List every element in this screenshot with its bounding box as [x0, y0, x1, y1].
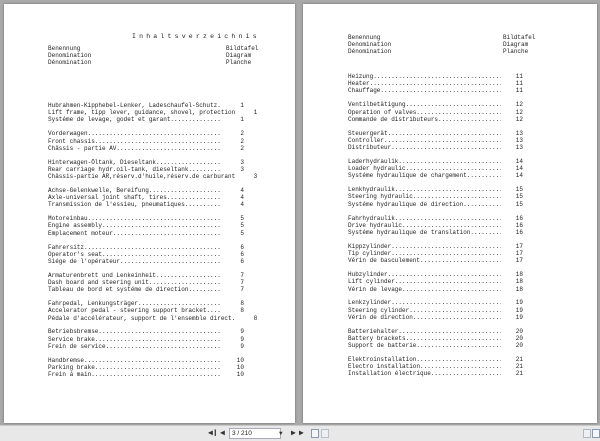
header-label: Dénomination: [48, 59, 92, 67]
toc-entry-label: Kippzylinder: [348, 242, 392, 250]
toc-entry: [48, 279, 244, 286]
toc-entry: [48, 145, 244, 152]
dot-leader: [102, 251, 222, 258]
toc-entry-diagram-number: 18: [515, 285, 523, 293]
toc-entry: [48, 300, 244, 307]
toc-entry: [348, 73, 523, 80]
toc-entry: [348, 116, 523, 123]
toc-entry: [348, 165, 523, 172]
toc-entry: [348, 299, 523, 306]
toc-entry-label: Systéme hydraulique de chargement: [348, 172, 467, 180]
toc-entry-diagram-number: 18: [515, 278, 523, 286]
toc-entry-diagram-number: 21: [515, 363, 523, 371]
toc-entry-diagram-number: 2: [240, 137, 244, 145]
toc-entry-diagram-number: 19: [515, 306, 523, 314]
toc-entry-diagram-number: 3: [253, 173, 258, 180]
toc-entry: [48, 194, 244, 201]
header-label-diagram: Bildtafel: [503, 34, 536, 41]
toc-entry-label: Motoreinbau: [48, 215, 88, 223]
toc-entry: [48, 371, 244, 378]
toc-entry-diagram-number: 5: [240, 222, 244, 230]
dot-leader: [120, 258, 222, 265]
toc-entry-label: Vorderwagen: [48, 130, 88, 138]
toc-entry-diagram-number: 10: [236, 371, 244, 379]
dot-leader: [413, 193, 501, 200]
toc-entry: [48, 222, 244, 229]
toc-entry-label: Dash board and steering unit: [48, 279, 149, 286]
toc-entry-diagram-number: 21: [515, 370, 523, 378]
toc-entry-label: Loader hydraulic: [348, 165, 406, 173]
toc-entry: [48, 173, 258, 180]
dot-leader: [156, 159, 222, 166]
header-label: Benennung: [48, 45, 81, 52]
dot-leader: [395, 186, 501, 193]
toc-entry-diagram-number: 7: [240, 279, 244, 286]
toc-entry: [48, 109, 258, 117]
dot-leader: [91, 371, 222, 378]
dot-leader: [395, 215, 501, 222]
toc-entry: [348, 370, 523, 377]
dot-leader: [438, 116, 501, 123]
toc-entry-diagram-number: 8: [253, 314, 258, 322]
toc-entry-label: Engine assembly: [48, 222, 103, 230]
toc-entry-label: Armaturenbrett und Lenkeinheit: [48, 271, 157, 279]
dot-leader: [406, 101, 501, 108]
toc-entry-label: Lift frame, tipp lever, guidance, shovel, protection: [48, 109, 236, 117]
dot-leader: [84, 357, 222, 364]
toc-entry-diagram-number: 17: [515, 250, 523, 257]
single-page-view-icon[interactable]: [311, 429, 319, 438]
toc-entry-diagram-number: 16: [515, 214, 523, 222]
toc-entry-label: Hinterwagen-Öltank, Dieseltank: [48, 158, 157, 166]
toc-entry-label: Installation électrique: [348, 370, 431, 378]
dot-leader: [188, 166, 222, 173]
toc-entry: [348, 328, 523, 335]
toc-entry-label: Laderhydraulik: [348, 157, 399, 165]
toc-entry: [348, 314, 523, 321]
toc-entry-diagram-number: 11: [515, 80, 523, 88]
toc-entry: [348, 186, 523, 193]
toc-entry-label: Distributeur: [348, 144, 392, 151]
fit-page-icon[interactable]: [583, 429, 591, 438]
dot-leader: [463, 201, 501, 208]
dot-leader: [467, 172, 501, 179]
toc-entry-diagram-number: 10: [236, 356, 244, 364]
toc-entry: [348, 144, 523, 151]
toc-entry-diagram-number: 11: [515, 73, 523, 80]
toc-entry-diagram-number: 1: [240, 116, 244, 124]
toc-entry-label: Lenkhydraulik: [348, 186, 395, 194]
dot-leader: [391, 250, 501, 257]
toc-entry-label: Electro installation: [348, 363, 421, 371]
toc-entry: [348, 101, 523, 108]
toc-entry-diagram-number: 8: [240, 307, 244, 315]
toc-entry: [48, 336, 244, 343]
toc-entry-diagram-number: 6: [240, 257, 244, 265]
dot-leader: [416, 109, 501, 116]
toc-entry: [348, 130, 523, 137]
previous-page-button[interactable]: ◀: [220, 429, 225, 438]
toc-entry: [48, 251, 244, 258]
toc-entry-label: Systéme hydraulique de direction: [348, 200, 464, 208]
dot-leader: [380, 87, 501, 94]
toc-entry: [348, 109, 523, 116]
toc-entry-diagram-number: 10: [236, 363, 244, 371]
dot-leader: [95, 138, 222, 145]
toc-entry: [348, 257, 523, 264]
toc-entry: [48, 130, 244, 137]
toc-entry-label: Support de batterie: [348, 342, 417, 350]
toc-entry-label: Vérin de direction: [348, 313, 413, 321]
dot-leader: [95, 336, 222, 343]
toc-entry: [48, 244, 244, 251]
next-page-button[interactable]: ▶: [291, 429, 296, 438]
dot-leader: [388, 271, 501, 278]
toc-entry-label: Operation of valves: [348, 108, 417, 116]
toc-entry-diagram-number: 17: [515, 242, 523, 250]
header-label-diagram: Diagram: [226, 52, 252, 60]
dot-leader: [398, 328, 501, 335]
toc-entry-label: Rear carriage hydr.oil-tank, dieseltank: [48, 165, 189, 173]
toc-entry: [348, 356, 523, 363]
page-number-input[interactable]: 3 / 210: [229, 428, 281, 439]
toc-entry-label: Lenkzylinder: [348, 299, 392, 307]
toc-entry-label: Ventilbetätigung: [348, 101, 406, 109]
toc-entry: [348, 158, 523, 165]
toc-entry: [48, 307, 244, 314]
toc-entry-label: Achse-Gelenkwelle, Bereifung: [48, 186, 149, 194]
dot-leader: [138, 300, 222, 307]
dot-leader: [395, 278, 501, 285]
toc-entry: [348, 222, 523, 229]
toc-entry: [48, 343, 244, 350]
toc-entry-diagram-number: 15: [515, 200, 523, 208]
dot-leader: [409, 307, 501, 314]
toc-entry-diagram-number: 9: [240, 342, 244, 350]
toc-entry: [48, 286, 244, 293]
toc-entry-diagram-number: 18: [515, 271, 523, 279]
toc-entry: [348, 80, 523, 87]
toc-entry: [48, 201, 244, 208]
dot-leader: [391, 299, 501, 306]
toc-entry-label: Tip cylinder: [348, 250, 392, 257]
toc-entry: [48, 357, 244, 364]
header-label: Benennung: [348, 34, 381, 41]
toc-entry-label: Vérin de basculement: [348, 257, 421, 265]
toc-entry-diagram-number: 17: [515, 257, 523, 265]
toc-entry-label: Châssis-partie AR,réserv.d'huile,réserv.de carburant: [48, 173, 236, 180]
dot-leader: [420, 257, 501, 264]
dot-leader: [170, 116, 222, 123]
left-page: [4, 4, 295, 423]
dot-leader: [391, 144, 501, 151]
toc-entry-diagram-number: 20: [515, 342, 523, 350]
dot-leader: [185, 201, 222, 208]
toc-entry-label: Systéme de levage, godet et garant: [48, 116, 171, 124]
toc-entry-label: Batteriehalter: [348, 327, 399, 335]
toc-entry-diagram-number: 1: [253, 109, 258, 117]
toc-entry-label: Battery brackets: [348, 334, 406, 342]
toc-entry-diagram-number: 21: [515, 356, 523, 363]
toc-entry-diagram-number: 19: [515, 313, 523, 321]
toc-entry: [48, 328, 244, 335]
toc-entry-diagram-number: 6: [240, 243, 244, 251]
toc-entry-label: Fahrhydraulik: [348, 214, 395, 222]
toc-entry-diagram-number: 16: [515, 228, 523, 236]
toc-entry-diagram-number: 2: [240, 144, 244, 152]
dot-leader: [84, 244, 222, 251]
dot-leader: [167, 194, 222, 201]
toc-entry: [348, 335, 523, 342]
toc-entry-label: Fahrpedal, Lenkungsträger: [48, 300, 139, 308]
toc-entry-label: Vérin de levage: [348, 285, 403, 293]
toc-entry-diagram-number: 5: [240, 215, 244, 223]
dot-leader: [149, 279, 222, 286]
toc-entry-label: Siége de l'opérateur: [48, 257, 121, 265]
toc-entry-diagram-number: 13: [515, 136, 523, 144]
dot-leader: [416, 356, 501, 363]
toc-entry-label: Betriebsbremse: [48, 328, 99, 336]
dot-leader: [373, 73, 501, 80]
toc-entry-diagram-number: 3: [240, 158, 244, 166]
toc-entry-label: Emplacement moteur: [48, 229, 113, 237]
dot-leader: [388, 130, 501, 137]
toc-entry-label: Hubzylinder: [348, 271, 388, 279]
toc-entry-label: Châssis - partie AV: [48, 144, 117, 152]
toc-entry-label: Handbremse: [48, 356, 85, 364]
toc-entry-label: Axle-universal joint shaft, tires: [48, 194, 167, 202]
dot-leader: [420, 363, 501, 370]
toc-entry-diagram-number: 6: [240, 250, 244, 258]
toc-entry-diagram-number: 14: [515, 165, 523, 173]
dot-leader: [384, 137, 501, 144]
toc-entry-label: Front chassis: [48, 137, 95, 145]
dot-leader: [106, 343, 222, 350]
toc-entry-label: Tableau de bord et systéme de direction: [48, 286, 189, 294]
toc-entry: [48, 215, 244, 222]
dot-leader: [206, 307, 222, 314]
two-page-view-icon[interactable]: [321, 429, 329, 438]
dot-leader: [398, 158, 501, 165]
viewer-toolbar: [0, 425, 600, 441]
dot-leader: [391, 243, 501, 250]
toc-entry-label: Elektroinstallation: [348, 356, 417, 363]
toc-entry-label: Fahrersitz: [48, 243, 85, 251]
dot-leader: [188, 286, 222, 293]
toc-entry-diagram-number: 9: [240, 328, 244, 336]
dot-leader: [98, 328, 222, 335]
toc-entry: [48, 314, 258, 322]
dot-leader: [470, 229, 501, 236]
toc-entry: [348, 307, 523, 314]
toc-entry-diagram-number: 11: [515, 87, 523, 95]
dot-leader: [370, 80, 501, 87]
header-label-diagram: Planche: [503, 48, 529, 56]
dot-leader: [402, 286, 501, 293]
toc-entry-label: Operator's seat: [48, 250, 103, 258]
dot-leader: [88, 130, 222, 137]
dot-leader: [402, 222, 501, 229]
dot-leader: [116, 145, 222, 152]
dot-leader: [149, 187, 222, 194]
page-title: Inhaltsverzeichnis: [132, 33, 260, 40]
toc-entry: [48, 159, 244, 166]
toc-entry-diagram-number: 1: [240, 102, 244, 109]
toc-entry: [348, 271, 523, 278]
dot-leader: [95, 364, 222, 371]
toc-entry-diagram-number: 13: [515, 129, 523, 137]
toc-entry: [348, 229, 523, 236]
toc-entry: [348, 286, 523, 293]
toc-entry-diagram-number: 4: [240, 201, 244, 209]
toc-entry: [348, 278, 523, 285]
toc-entry-label: Parking brake: [48, 363, 95, 371]
dot-leader: [156, 272, 222, 279]
toc-entry-diagram-number: 12: [515, 101, 523, 109]
toc-entry: [48, 102, 244, 109]
toc-entry-label: Steering cylinder: [348, 306, 410, 314]
toc-entry-diagram-number: 5: [240, 229, 244, 237]
toc-entry-diagram-number: 2: [240, 130, 244, 138]
fit-width-icon[interactable]: [592, 429, 600, 438]
toc-entry-label: Heizung: [348, 73, 374, 80]
toc-entry-label: Hubrahmen-Kipphebel-Lenker, Ladeschaufel-Schutz: [48, 102, 218, 109]
toc-entry-label: Controller: [348, 136, 385, 144]
toc-entry-diagram-number: 13: [515, 144, 523, 151]
header-label-diagram: Bildtafel: [226, 45, 259, 52]
dot-leader: [102, 222, 222, 229]
toc-entry-diagram-number: 16: [515, 221, 523, 229]
page-dropdown-icon[interactable]: ▼: [279, 430, 283, 437]
toc-entry-diagram-number: 12: [515, 108, 523, 116]
toc-entry: [48, 230, 244, 237]
toc-entry-diagram-number: 3: [240, 165, 244, 173]
toc-entry-diagram-number: 12: [515, 115, 523, 123]
toc-entry: [348, 137, 523, 144]
toc-entry: [348, 250, 523, 257]
toc-entry-label: Service brake: [48, 335, 95, 343]
header-label: Dénomination: [348, 48, 392, 56]
toc-entry: [48, 116, 244, 123]
toc-entry-label: Frein de service: [48, 342, 106, 350]
toc-entry: [348, 363, 523, 370]
toc-entry: [48, 166, 244, 173]
dot-leader: [406, 335, 501, 342]
toc-entry-diagram-number: 7: [240, 286, 244, 294]
toc-entry: [348, 342, 523, 349]
toc-entry: [48, 364, 244, 371]
toc-entry: [348, 201, 523, 208]
toc-entry-label: Transmission de l'essieu, pneumatiques: [48, 201, 185, 209]
dot-leader: [416, 342, 501, 349]
toc-entry: [348, 243, 523, 250]
header-label-diagram: Diagram: [503, 41, 529, 49]
toc-entry: [348, 215, 523, 222]
toc-entry: [348, 87, 523, 94]
dot-leader: [113, 230, 222, 237]
toc-entry: [348, 172, 523, 179]
toc-entry-diagram-number: 20: [515, 327, 523, 335]
toc-entry-label: Frein á main: [48, 371, 92, 379]
toc-entry-diagram-number: 14: [515, 157, 523, 165]
toc-entry-diagram-number: 7: [240, 271, 244, 279]
toc-entry-label: Accelerator pedal - steering support bracket: [48, 307, 207, 315]
toc-entry-diagram-number: 14: [515, 172, 523, 180]
dot-leader: [406, 165, 501, 172]
header-label: Denomination: [48, 52, 92, 60]
toc-entry-label: Lift cylinder: [348, 278, 395, 286]
dot-leader: [88, 215, 222, 222]
toc-entry-diagram-number: 9: [240, 335, 244, 343]
toc-entry-label: Drive hydraulic: [348, 221, 403, 229]
toc-entry-diagram-number: 4: [240, 186, 244, 194]
toc-entry: [48, 272, 244, 279]
toc-entry-diagram-number: 4: [240, 194, 244, 202]
toc-entry-label: Pédale d'accélérateur, support de l'ensemble direct.: [48, 314, 236, 322]
toc-entry-diagram-number: 8: [240, 300, 244, 308]
toc-entry-label: Heater: [348, 80, 370, 88]
header-label-diagram: Planche: [226, 59, 252, 67]
first-page-button[interactable]: ◀❙: [208, 429, 218, 438]
toc-entry-label: Steering hydraulic: [348, 193, 413, 201]
toc-entry-label: Chauffage: [348, 87, 381, 95]
toc-entry-diagram-number: 15: [515, 186, 523, 194]
toc-entry: [48, 187, 244, 194]
dot-leader: [431, 370, 501, 377]
toc-entry: [348, 193, 523, 200]
toc-entry-diagram-number: 20: [515, 334, 523, 342]
toc-entry: [48, 258, 244, 265]
toc-entry-label: Commande de distributeurs: [348, 115, 439, 123]
dot-leader: [413, 314, 501, 321]
toc-entry-label: Steuergerät: [348, 129, 388, 137]
toc-entry: [48, 138, 244, 145]
right-page: [303, 4, 597, 423]
toc-entry-diagram-number: 19: [515, 299, 523, 307]
toc-entry-diagram-number: 15: [515, 193, 523, 201]
toc-entry-label: Systéme hydraulique de translation: [348, 228, 471, 236]
header-label: Denomination: [348, 41, 392, 49]
last-page-button[interactable]: ▶: [299, 429, 304, 438]
